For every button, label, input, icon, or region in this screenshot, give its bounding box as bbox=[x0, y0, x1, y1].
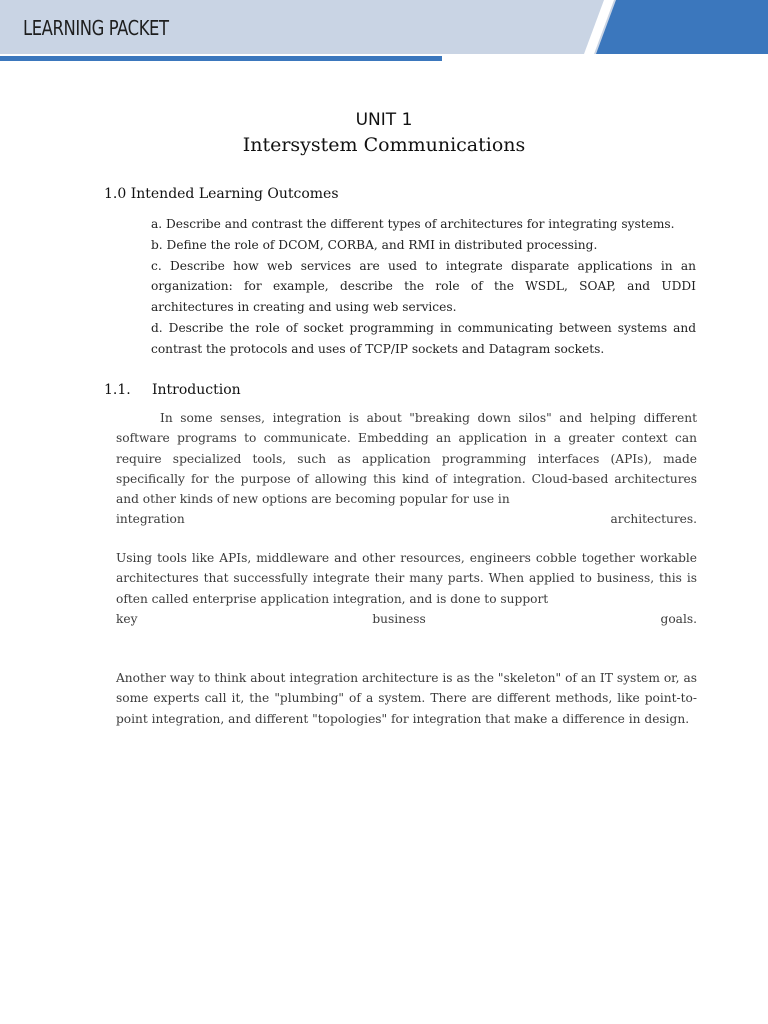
banner-underline-stripe bbox=[0, 56, 442, 61]
banner-accent-block bbox=[596, 0, 768, 54]
outcome-item: c. Describe how web services are used to integrate disparate applications in an organization: for example, describe the role of the WSDL, SOAP, and UDDI architectures in creating and using web services. bbox=[151, 258, 696, 315]
outcome-item: d. Describe the role of socket programming in communicating between systems and contrast the protocols and uses of TCP/IP sockets and Datagram sockets. bbox=[151, 320, 696, 356]
outcomes-list bbox=[151, 214, 696, 360]
paragraph-text: Another way to think about integration architecture is as the "skeleton" of an IT system or, as some experts call it, the "plumbing" of a system. There are different methods, like point-to-point integration, and different "topologies" for integration that make a difference in design. bbox=[116, 671, 697, 726]
intro-paragraph-1 bbox=[116, 408, 697, 530]
word: goals. bbox=[660, 611, 697, 626]
paragraph-last-line bbox=[116, 609, 697, 629]
word: architectures. bbox=[610, 512, 697, 527]
section-title: Introduction bbox=[152, 382, 241, 398]
header-banner bbox=[0, 0, 768, 58]
banner-title: LEARNING PACKET bbox=[23, 16, 169, 40]
paragraph-text: In some senses, integration is about "breaking down silos" and helping different software programs to communicate. Embedding an application in a greater context can require specialized tools, such as application programming interfaces (APIs), made specifically for the purpose of allowing this kind of integration. Cloud-based architectures and other kinds of new options are becoming popular for use in bbox=[116, 411, 697, 507]
section-number: 1.1. bbox=[104, 382, 131, 398]
unit-title: Intersystem Communications bbox=[242, 134, 526, 156]
paragraph-text: Using tools like APIs, middleware and other resources, engineers cobble together workable architectures that successfully integrate their many parts. When applied to business, this is often called enterprise application integration, and is done to support bbox=[116, 551, 697, 606]
outcome-item: b. Define the role of DCOM, CORBA, and RMI in distributed processing. bbox=[151, 237, 598, 252]
intro-paragraph-3 bbox=[116, 668, 697, 729]
outcome-item: a. Describe and contrast the different types of architectures for integrating systems. bbox=[151, 217, 675, 231]
word: business bbox=[372, 611, 426, 626]
word: integration bbox=[116, 512, 185, 527]
unit-label: UNIT 1 bbox=[355, 110, 413, 130]
outcomes-heading: 1.0 Intended Learning Outcomes bbox=[104, 186, 339, 202]
word: key bbox=[116, 611, 138, 626]
paragraph-last-line bbox=[116, 509, 697, 529]
intro-paragraph-2 bbox=[116, 548, 697, 629]
